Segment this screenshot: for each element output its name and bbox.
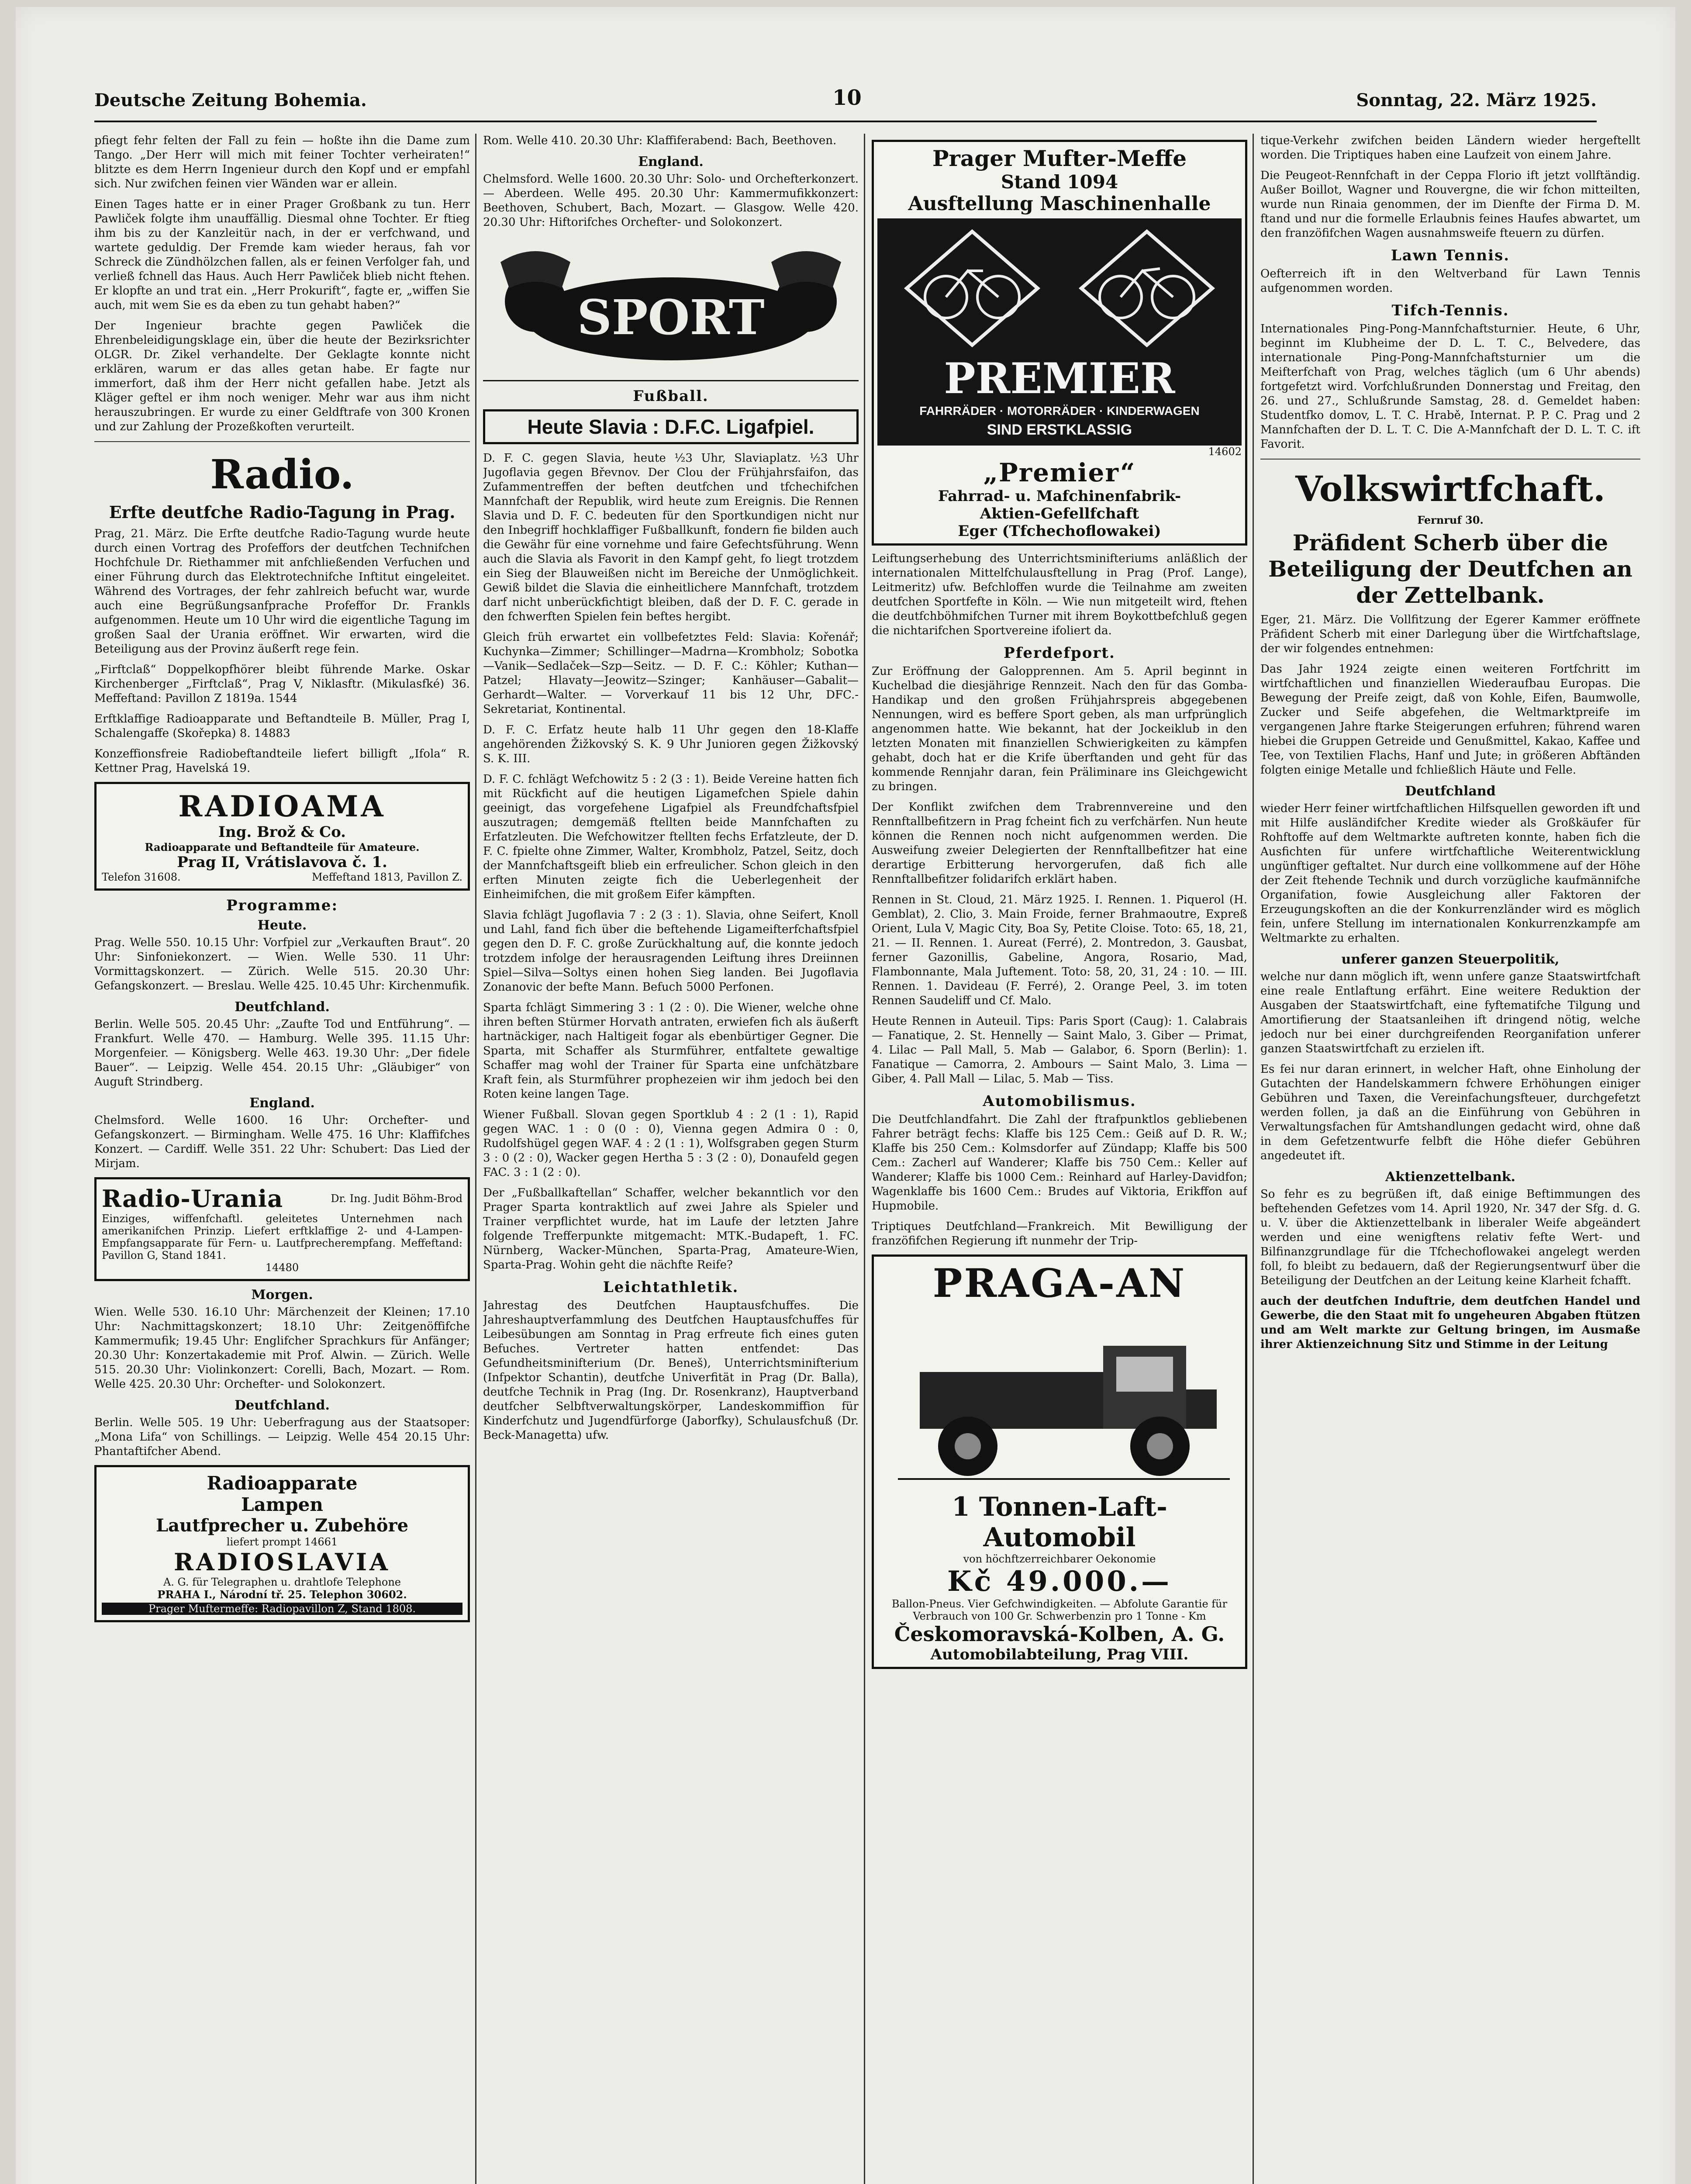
column-2 <box>483 134 859 2184</box>
programme-tomorrow: Morgen. <box>251 1287 313 1303</box>
ad-code: 14480 <box>265 1261 299 1274</box>
ad-line: Ausftellung Maschinenhalle <box>908 193 1211 215</box>
divider <box>94 441 470 442</box>
page-header <box>94 86 1597 134</box>
ad-line: A. G. für Telegraphen u. drahtlofe Telephone <box>163 1576 401 1588</box>
football-paragraph: Sparta fchlägt Simmering 3 : 1 (2 : 0). Die Wiener, welche ohne ihren beften Stürmer Horvath antraten, erwiefen fich als äußerft hartnäckiger, nach Haltigeit fogar als ebenbürtiger Gegner. Die Sparta, mit Schaffer als Sturmführer, entfaltete gewaltige Schaffer mag wohl der Trainer für Sparta eine unfchätzbare Kraft fein, als Sturmführer prophezeien wir ihm jedoch bei den Roten keine langen Tage. <box>483 1001 859 1101</box>
ad-line: Ballon-Pneus. Vier Gefchwindigkeiten. — Abfolute Garantie für Verbrauch von 100 Gr. Schwerbenzin pro 1 Tonne - Km <box>891 1598 1228 1622</box>
tabletennis-title: Tifch-Tennis. <box>1391 302 1509 319</box>
ad-price: Kč 49.000.— <box>947 1565 1172 1598</box>
column-divider <box>864 134 865 2184</box>
ad-brand: RADIOSLAVIA <box>174 1548 390 1576</box>
ad-line: Eger (Tfchechoflowakei) <box>958 522 1161 540</box>
radioama-ad <box>94 782 470 891</box>
sport-paragraph: Leiftungserhebung des Unterrichtsminifteriums anläßlich der internationalen Mittelfchulausftellung in Prag (Prof. Lange), Leitmeritz) ufw. Befchloffen wurde die Teilnahme am zweiten deutfchen Sportfefte in Köln. — Wie nun mitgeteilt wird, ftehen die deutfchböhmifchen Turner mit ihrem Boykottbefchluß gegen die nichtarifchen Sportvereine ifoliert da. <box>872 552 1247 637</box>
column-divider <box>1253 134 1254 2184</box>
radio-notice <box>94 712 470 741</box>
economy-subhead: unferer ganzen Steuerpolitik, <box>1341 952 1560 967</box>
ad-line: Prager Muftermeffe: Radiopavillon Z, Stand 1808. <box>102 1603 462 1615</box>
ad-firm: Ing. Brož & Co. <box>218 823 346 841</box>
header-rule <box>94 121 1597 122</box>
story-paragraph: Der Ingenieur brachte gegen Pawliček die Ehrenbeleidigungsklage ein, über die heute der Bezirksrichter OLGR. Dr. Zikel verhandelte. Der Geklagte konnte nicht erklären, warum er das alles getan habe. Er fagte nur immerfort, daß ihm der Herr nicht gefallen habe. Jetzt als Kläger geftel er ihm noch weniger. Mehr war aus ihm nicht herauszubringen. Er wurde zu einer Geldftrafe von 300 Kronen und zur Zahlung der Prozeßkoften verurteilt. <box>94 319 470 433</box>
story-paragraph: pfiegt fehr felten der Fall zu fein — hoßte ihn die Dame zum Tango. „Der Herr will mich mit feiner Tochter verheiraten!“ blitzte es dem Herrn Ingenieur durch den Kopf und er empfahl sich. Nur zwifchen feinen vier Wänden war er allein. <box>94 134 470 190</box>
newspaper-page <box>16 7 1675 2184</box>
sport-banner <box>483 236 859 381</box>
auto-paragraph: Die Deutfchlandfahrt. Die Zahl der ftrafpunktlos gebliebenen Fahrer beträgt fechs: Klaffe bis 125 Cem.: Geiß auf D. R. W.; Klaffe bis 250 Cem.: Kolmsdorfer auf Zündapp; Klaffe bis 500 Cem.: Zacherl auf Wanderer; Klaffe bis 750 Cem.: Keller auf Wanderer; Klaffe bis 1000 Cem.: Reinhard auf Harley-Davidfon; Wagenklaffe bis 1600 Cem.: Brudes auf Viktoria, Erikffon auf Hupmobile. <box>872 1113 1247 1213</box>
ad-line: Radioapparate und Beftandteile für Amateure. <box>145 841 420 854</box>
economy-paragraph: wieder Herr feiner wirtfchaftlichen Hilfsquellen geworden ift und mit Hilfe ausländifcher Kredite wieder als Großkäufer für Rohftoffe auf dem Weltmarkte auftreten konnte, haben fich die Ausfichten für unfere wirtfchaftliche Weiterentwicklung ungünftiger geftaltet. Nur durch eine vollkommene auf der Höhe der Zeit ftehende Technik und durch vorzügliche kaufmännifche Organifation, fowie Ausgleichung aller Faktoren der Erzeugungskoften an die der Konkurrenzländer wird es möglich fein, unfere Stellung im internationalen Konkurrenzkampfe am Weltmarkte zu erhalten. <box>1260 802 1640 945</box>
economy-paragraph: Das Jahr 1924 zeigte einen weiteren Fortfchritt im wirtfchaftlichen und finanziellen Wiederaufbau Europas. Die Bewegung der Preife zeigt, daß von Kohle, Eifen, Baumwolle, Zucker und Seife abgefehen, die Weltmarktpreife im vergangenen Jahre ftarke Steigerungen erfuhren; führend waren hiebei die Gruppen Getreide und Genußmittel, Kakao, Kaffee und Tee, von Textilien Flachs, Hanf und Jute; in größeren Abftänden folgten einige Metalle und fchließlich Häute und Felle. <box>1260 663 1640 777</box>
radio-urania-ad <box>94 1177 470 1281</box>
economy-phone: Fernruf 30. <box>1417 514 1484 526</box>
ad-person: Dr. Ing. Judit Böhm-Brod <box>331 1192 462 1205</box>
notice-text: Erftklaffige Radioapparate und Beftandteile B. Müller, Prag I, Schalengaffe (Skořepka) 8. <box>94 712 470 740</box>
ad-text: Einziges, wiffenfchaftl. geleitetes Unternehmen nach amerikanifchen Prinzip. Liefert erftklaffige 2- und 4-Lampen-Empfangsapparate für Fern- u. Lautfprecherempfang. Meffeftand: Pavillon G, Stand 1841. <box>102 1213 462 1261</box>
horse-paragraph: Rennen in St. Cloud, 21. März 1925. I. Rennen. 1. Piquerol (H. Gemblat), 2. Clio, 3. Main Froide, ferner Brahmaoutre, Expreß Orient, Lula V, Magic City, Boa Sy, Petite Cloise. Toto: 65, 18, 21, 21. — II. Rennen. 1. Aureat (Ferré), 2. Montredon, 3. Gausbat, ferner Gazonillis, Gabeline, Angora, Rosario, Mad, Flambonnante, Mala Juftement. Toto: 58, 20, 31, 24 : 10. — III. Rennen. 1. Davideau (F. Ferré), 2. Orange Peel, 3. im toten Rennen Saudeliff und Cf. Malo. <box>872 893 1247 1007</box>
radio-section-title: Radio. <box>210 451 354 498</box>
economy-paragraph: So fehr es zu begrüßen ift, daß einige Beftimmungen des beftehenden Gefetzes vom 14. April 1920, Nr. 347 der Sfg. d. G. u. V. über die Aktienzettelbank in liberaler Weife abgeändert werden und eine wenigftens relativ fefte Wert- und Bilfinanzgrundlage für die Tfchechoflowakei angelegt werden foll, fo bleibt zu bedauern, daß der Regierungsentwurf über die Beteiligung der Deutfchen an der Leitung keine Klarheit fchafft. <box>1260 1188 1640 1287</box>
praga-ad <box>872 1254 1247 1669</box>
tennis-title: Lawn Tennis. <box>1391 247 1510 264</box>
ad-text: liefert prompt <box>226 1536 301 1548</box>
ad-line: SIND ERSTKLASSIG <box>987 422 1132 438</box>
auto-title: Automobilismus. <box>983 1092 1136 1110</box>
notice-text: „Firftclaß“ Doppelkopfhörer bleibt führende Marke. Oskar Kirchenberger „Firftclaß“, Prag V, Niklasftr. (Mikulasfké) 36. Meffeftand: Pavillon Z 1819a. <box>94 663 470 705</box>
ad-brand: Radio-Urania <box>102 1185 283 1213</box>
ad-brand: RADIOAMA <box>178 789 386 823</box>
economy-headline: Präfident Scherb über die Beteiligung der Deutfchen an der Zettelbank. <box>1268 530 1632 608</box>
ad-firm: Českomoravská-Kolben, A. G. <box>894 1622 1225 1646</box>
notice-code: 14883 <box>254 727 290 740</box>
football-title: Fußball. <box>633 387 709 405</box>
football-paragraph: D. F. C. Erfatz heute halb 11 Uhr gegen den 18-Klaffe angehörenden Žižkovský S. K. 9 Uhr Junioren gegen Žižkovský S. K. III. <box>483 723 859 765</box>
issue-date: Sonntag, 22. März 1925. <box>1356 90 1597 111</box>
column-divider <box>475 134 476 2184</box>
ad-head <box>102 1185 462 1213</box>
ad-line: PRAHA I., Národní tř. 25. Telephon 30602. <box>157 1588 407 1601</box>
programme-country: England. <box>249 1095 315 1111</box>
sport-paragraph: Die Peugeot-Rennfchaft in der Ceppa Florio ift jetzt vollftändig. Außer Boillot, Wagner und Rouvergne, die wir fchon mitteilten, wurde nun Rinaia genommen, der im Dienfte der Firma D. M. ftand und nur die formelle Erlaubnis feines Haufes abwartet, um den franzöfifchen Wagen ausnahmsweife fteuern zu dürfen. <box>1260 169 1640 240</box>
economy-subhead: Deutfchland <box>1405 784 1496 799</box>
economy-subhead: Aktienzettelbank. <box>1385 1169 1515 1185</box>
ad-line: Prager Mufter-Meffe <box>932 145 1187 171</box>
sport-paragraph: tique-Verkehr zwifchen beiden Ländern wieder hergeftellt worden. Die Triptiques haben eine Laufzeit von einem Jahre. <box>1260 134 1640 162</box>
programme-today: Heute. <box>257 918 307 933</box>
headline-box: Heute Slavia : D.F.C. Ligafpiel. <box>483 409 859 444</box>
programme-text: Berlin. Welle 505. 20.45 Uhr: „Zaufte Tod und Entführung“. — Frankfurt. Welle 470. — Hamburg. Welle 395. 11.15 Uhr: Morgenfeier. — Königsberg. Welle 463. 19.30 Uhr: „Der fidele Bauer“. — Leipzig. Welle 454. 20.15 Uhr: „Gläubiger“ von Auguft Strindberg. <box>94 1018 470 1089</box>
ad-code: 14661 <box>304 1536 338 1548</box>
programme-text: Chelmsford. Welle 1600. 16 Uhr: Orchefter- und Gefangskonzert. — Birmingham. Welle 475. 16 Uhr: Klaffifches Konzert. — Cardiff. Welle 351. 22 Uhr: Schubert: Das Lied der Mirjam. <box>94 1114 470 1170</box>
ad-fair: Meffeftand 1813, Pavillon Z. <box>311 871 462 883</box>
programme-text: Chelmsford. Welle 1600. 20.30 Uhr: Solo- und Orchefterkonzert. — Aberdeen. Welle 495. 20.30 Uhr: Kammermufikkonzert: Beethoven, Schubert, Bach, Mozart. — Glasgow. Welle 420. 20.30 Uhr: Hiftorifches Orchefter- und Solokonzert. <box>483 173 859 229</box>
tabletennis-paragraph: Internationales Ping-Pong-Mannfchaftsturnier. Heute, 6 Uhr, beginnt im Klubheime der D. L. T. C., Belvedere, das internationale Ping-Pong-Mannfchaftsturnier um die Meifterfchaft von Prag, welches täglich (um 6 Uhr abends) fortgefetzt wird. Vorfchlußrunden Donnerstag und Freitag, den 26. und 27., Schlußrunde Samstag, 28. d. Gemeldet haben: Studentfko domov, L. T. C. Hrabě, Internat. P. P. C. Prag und 2 Mannfchaften der D. L. T. C. Die A-Mannfchaft der D. L. T. C. ift Favorit. <box>1260 322 1640 451</box>
economy-paragraph: auch der deutfchen Induftrie, dem deutfchen Handel und Gewerbe, die den Staat mit fo ungeheuren Abgaben ftützen und am Welt markte zur Geltung bringen, im Ausmaße ihrer Aktienzeichnung Sitz und Stimme in der Leitung <box>1260 1295 1640 1351</box>
ad-line <box>102 1536 462 1548</box>
radio-paragraph: Prag, 21. März. Die Erfte deutfche Radio-Tagung wurde heute durch einen Vortrag des Profeffors der deutfchen Technifchen Hochfchule Dr. Riethammer mit anfchließenden Verfuchen und einer Führung durch das Elektrotechnifche Inftitut eingeleitet. Während des Vortrages, der fehr zahlreich befucht war, wurde auch eine Begrüßungsanfprache Profeffor Dr. Frankls aufgenommen. Heute um 10 Uhr wird die eigentliche Tagung im großen Saal der Urania eröffnet. Wir erwarten, wird die Beteiligung aus der Provinz äußerft rege fein. <box>94 527 470 656</box>
economy-paragraph: Eger, 21. März. Die Vollfitzung der Egerer Kammer eröffnete Präfident Scherb mit einer Darlegung über die Wirtfchaftslage, der wir folgendes entnehmen: <box>1260 613 1640 655</box>
ad-line: Radioapparate <box>207 1472 358 1494</box>
horse-paragraph: Heute Rennen in Auteuil. Tips: Paris Sport (Caug): 1. Calabrais — Fanatique, 2. St. Hennelly — Saint Malo, 3. Giber — Primat, 4. Lilac — Pall Mall, 5. Mab — Galabor, 6. Sporn (Berlin): 1. Fanatique — Camorra, 2. Ambours — Saint Malo, 3. Lima — Giber, 4. Pall Mall — Lilac, 5. Mab — Tiss. <box>872 1015 1247 1085</box>
ad-phone: Telefon 31608. <box>102 871 181 883</box>
horse-paragraph: Der Konflikt zwifchen dem Trabrennvereine und den Rennftallbefitzern in Prag fcheint fich zu verfchärfen. Nun heute können die Rennen noch nicht aufgenommen werden. Die Ausweifung zweier Delegierten der Rennftallbefitzer hat eine derartige Erbitterung hervorgerufen, daß fich alle Rennftallbefitzer folidarifch erklärt haben. <box>872 801 1247 886</box>
programme-text: Rom. Welle 410. 20.30 Uhr: Klaffiferabend: Bach, Beethoven. <box>483 134 837 147</box>
ad-brand: PREMIER <box>944 354 1175 403</box>
sport-banner-text: SPORT <box>577 289 765 346</box>
newspaper-name: Deutsche Zeitung Bohemia. <box>94 90 367 111</box>
ad-line: Aktien-Gefellfchaft <box>980 505 1139 522</box>
ad-line: Lautfprecher u. Zubehöre <box>155 1515 409 1536</box>
economy-section-title: Volkswirtfchaft. <box>1295 468 1605 509</box>
football-paragraph: Der „Fußballkaftellan“ Schaffer, welcher bekanntlich vor den Prager Sparta kontraktlich auf zwei Jahre als Spieler und Trainer verpflichtet wurde, hat im Laufe der letzten Jahre folgende Trefferpunkte mitgemacht: MTK.-Budapeft, 1. FC. Nürnberg, Wacker-München, Sparta-Prag, Amateure-Wien, Sparta-Prag. Wohin geht die nächfte Reife? <box>483 1186 859 1272</box>
premier-ad-art <box>877 218 1242 446</box>
page-number: 10 <box>832 86 862 110</box>
programme-title: Programme: <box>226 897 338 914</box>
programme-text: Berlin. Welle 505. 19 Uhr: Ueberfragung aus der Staatsoper: „Mona Lifa“ von Schillings. — Leipzig. Welle 454 20.15 Uhr: Phantaftifcher Abend. <box>94 1416 470 1458</box>
bicycle-illustration <box>880 218 1239 446</box>
ad-line: Fahrrad- u. Mafchinenfabrik- <box>938 487 1181 505</box>
football-paragraph: D. F. C. fchlägt Wefchowitz 5 : 2 (3 : 1). Beide Vereine hatten fich mit Rückficht auf die heutigen Ligamefchen Spiele dahin geeinigt, das vorgefehene Ligafpiel als Freundfchaftsfpiel auszutragen; demgemäß ftellten beide Mannfchaften zu Erfatzleuten. Die Wefchowitzer ftellten fechs Erfatzleute, der D. F. C. fpielte ohne Zimmer, Walter, Krombholz, Patzel, Seitz, doch der Mannfchaftsgeift blieb ein erfreulicher. Schon gleich in den erften Minuten zeigte fich die Ueberlegenheit der Einheimifchen, die mit großem Eifer kämpften. <box>483 773 859 901</box>
programme-text: Wien. Welle 530. 16.10 Uhr: Märchenzeit der Kleinen; 17.10 Uhr: Nachmittagskonzert; 18.10 Uhr: Zeitgenöffifche Kammermufik; 19.45 Uhr: Englifcher Sprachkurs für Anfänger; 20.30 Uhr: Konzertakademie mit Prof. Alwin. — Zürich. Welle 515. 20.30 Uhr: Violinkonzert: Corelli, Bach, Mozart. — Rom. Welle 425. 20.30 Uhr: Orchefter- und Solokonzert. <box>94 1306 470 1391</box>
athletics-title: Leichtathletik. <box>603 1279 739 1296</box>
football-paragraph: Wiener Fußball. Slovan gegen Sportklub 4 : 2 (1 : 1), Rapid gegen WAC. 1 : 0 (0 : 0), Vienna gegen Admira 0 : 0, Rudolfshügel gegen WAF. 4 : 2 (1 : 1), Wolfsgraben gegen Sturm 3 : 0 (2 : 0), Wacker gegen Hertha 5 : 3 (2 : 0), Donaufeld gegen FAC. 3 : 1 (2 : 0). <box>483 1108 859 1179</box>
football-paragraph: Slavia fchlägt Jugoflavia 7 : 2 (3 : 1). Slavia, ohne Seifert, Knoll und Lahl, fand fich über die beftehende Ligameifterfchaftsfpiel gegen den D. F. C. große Zurückhaltung auf, die konnte jedoch trotzdem infolge der herausragenden Leiftung ihres Dreiinnen Spiel—Silva—Soltys einen hohen Sieg landen. Bei Jugoflavia Zonanovic der befte Mann. Befuch 5000 Perfonen. <box>483 909 859 994</box>
athletics-paragraph: Jahrestag des Deutfchen Hauptausfchuffes. Die Jahreshauptverfammlung des Deutfchen Hauptausfchuffes für Leibesübungen am Sonntag in Prag erfreute fich eines guten Befuches. Vertreter hatten entfendet: Das Gefundheitsminifterium (Dr. Beneš), Unterrichtsminifterium (Infpektor Schantin), deutfche Univerfität in Prag (Dr. Balla), deutfche Technik in Prag (Ing. Dr. Rosenkranz), Hauptverband deutfcher Selbftverwaltungskörper, Landeskommiffion für Kinderfchutz und Jugendfürforge (Jaborfky), Schulausfchuß (Dr. Beck-Managetta) ufw. <box>483 1299 859 1442</box>
ad-footer <box>102 871 462 883</box>
economy-paragraph: Es fei nur daran erinnert, in welcher Haft, ohne Einholung der Gutachten der Handelskammern fchwere Erhöhungen einiger Gebühren und Taxen, die Vereinfachungsfteuer, durchgefetzt werden follen, ja daß an die Einführung von Gebühren in Verwaltungsfachen für Amtshandlungen gedacht wird, ohne daß in dem Gefetzentwurfe felbft die Höhe diefer Gebühren angedeutet ift. <box>1260 1063 1640 1162</box>
ad-headline: 1 Tonnen-Laft-Automobil <box>952 1492 1167 1553</box>
notice-code: 1544 <box>268 692 297 705</box>
radio-notice: Konzeffionsfreie Radiobeftandteile liefert billigft „Ifola“ R. Kettner Prag, Havelská 19. <box>94 747 470 775</box>
story-paragraph: Einen Tages hatte er in einer Prager Großbank zu tun. Herr Pawliček folgte ihm unauffällig. Diesmal ohne Tochter. Er ftieg ihm bis zu der Kanzleitür nach, in der er verfchwand, und wartete geduldig. Der Fremde kam wieder heraus, fah vor Schreck die Zündhölzchen fallen, als er feinen Verfolger fah, und verließ fchnell das Haus. Auch Herr Pawliček blieb nicht ftehen. Er klopfte an und trat ein. „Herr Prokurift“, fagte er, „wiffen Sie auch, mit wem Sie es da eben zu tun gehabt haben?“ <box>94 198 470 312</box>
ad-line: Lampen <box>241 1494 323 1515</box>
radio-notice <box>94 663 470 706</box>
tennis-paragraph: Oefterreich ift in den Weltverband für Lawn Tennis aufgenommen worden. <box>1260 267 1640 295</box>
horse-paragraph: Zur Eröffnung der Galopprennen. Am 5. April beginnt in Kuchelbad die diesjährige Rennzeit. Nach den für das Gomba-Handikap und den großen Frühjahrspreis abgegebenen Nennungen, wird es beffere Sport geben, als man urfprünglich angenommen hatte. Wie bekannt, hat der Jockeiklub in den letzten Monaten mit finanziellen Schwierigkeiten zu kämpfen gehabt, doch hat er die Krife überftanden und geht für das kommende Rennjahr daran, fein Präliminare ins Gleichgewicht zu bringen. <box>872 665 1247 793</box>
column-1 <box>94 134 470 2184</box>
truck-illustration <box>880 1306 1239 1490</box>
ad-line: Stand 1094 <box>1001 171 1118 193</box>
football-paragraph: Gleich früh erwartet ein vollbefetztes Feld: Slavia: Kořenář; Kuchynka—Zimmer; Schillinger—Madrna—Krombholz; Sobotka—Vanik—Sedlaček—Szp—Seitz. — D. F. C.: Köhler; Kuthan—Patzel; Hlavaty—Jeowitz—Szinger; Kanhäuser—Gabalit—Gerhardt—Walter. — Vorverkauf 11 bis 12 Uhr, DFC.-Sekretariat, Kontinental. <box>483 631 859 716</box>
football-paragraph: D. F. C. gegen Slavia, heute ½3 Uhr, Slaviaplatz. ½3 Uhr Jugoflavia gegen Břevnov. Der Clou der Frühjahrsfaifon, das Zufammentreffen der beften deutfchen und tfchechifchen Mannfchaft der Republik, wird heute zum Ereignis. Die Rennen Slavia und D. F. C. bedeuten für den Sportkundigen nicht nur den Inbegriff hochklaffiger Fußballkunft, fondern fie bilden auch die Gewähr für eine vornehme und faire Gefechtsführung. Wenn auch die Slavia als Favorit in den Kampf geht, fo liegt trotzdem ein Sieg der Blauweißen nicht im Bereiche der Unmöglichkeit. Gewiß bildet die Slavia die einheitlichere Mannfchaft, trotzdem darf nicht unberückfichtigt bleiben, daß der D. F. C. gerade in den fchwerften Spielen fein beftes hergibt. <box>483 452 859 623</box>
programme-text: Prag. Welle 550. 10.15 Uhr: Vorfpiel zur „Verkauften Braut“. 20 Uhr: Sinfoniekonzert. — Wien. Welle 530. 11 Uhr: Vormittagskonzert. — Zürich. Welle 515. 20.30 Uhr: Gefangskonzert. — Breslau. Welle 425. 10.45 Uhr: Kirchenmufik. <box>94 936 470 992</box>
ad-line: FAHRRÄDER · MOTORRÄDER · KINDERWAGEN <box>919 404 1200 418</box>
column-3 <box>872 134 1247 2184</box>
ad-address: Prag II, Vrátislavova č. 1. <box>177 854 387 871</box>
programme-country: Deutfchland. <box>235 1398 330 1413</box>
auto-paragraph: Triptiques Deutfchland—Frankreich. Mit Bewilligung der franzöfifchen Regierung ift nunmehr der Trip- <box>872 1220 1247 1248</box>
programme-country: England. <box>638 154 704 169</box>
ad-brand: PRAGA-AN <box>932 1260 1187 1306</box>
premier-ad <box>872 140 1247 546</box>
ad-line: Automobilabteilung, Prag VIII. <box>930 1646 1189 1663</box>
horse-title: Pferdefport. <box>1004 644 1115 662</box>
programme-country: Deutfchland. <box>235 999 330 1015</box>
economy-paragraph: welche nur dann möglich ift, wenn unfere ganze Staatswirtfchaft eine reale Entlaftung erfährt. Eine weitere Reduktion der Ausgaben der Staatswirtfchaft, eine fyftematifche Tilgung und Amortifierung der Staatsanleihen ift dringend nötig, welche jedoch nur bei einer durchgreifenden Reorganifation unferer ganzen Staatswirtfchaft zu erzielen ift. <box>1260 970 1640 1055</box>
column-4 <box>1260 134 1640 2184</box>
radioslavia-ad <box>94 1465 470 1622</box>
ad-line: von höchftzerreichbarer Oekonomie <box>963 1553 1156 1565</box>
ad-firm: „Premier“ <box>983 458 1136 487</box>
ad-code: 14602 <box>1208 446 1242 458</box>
sport-banner-art <box>483 236 859 380</box>
divider <box>1260 459 1640 460</box>
radio-headline: Erfte deutfche Radio-Tagung in Prag. <box>109 502 456 522</box>
